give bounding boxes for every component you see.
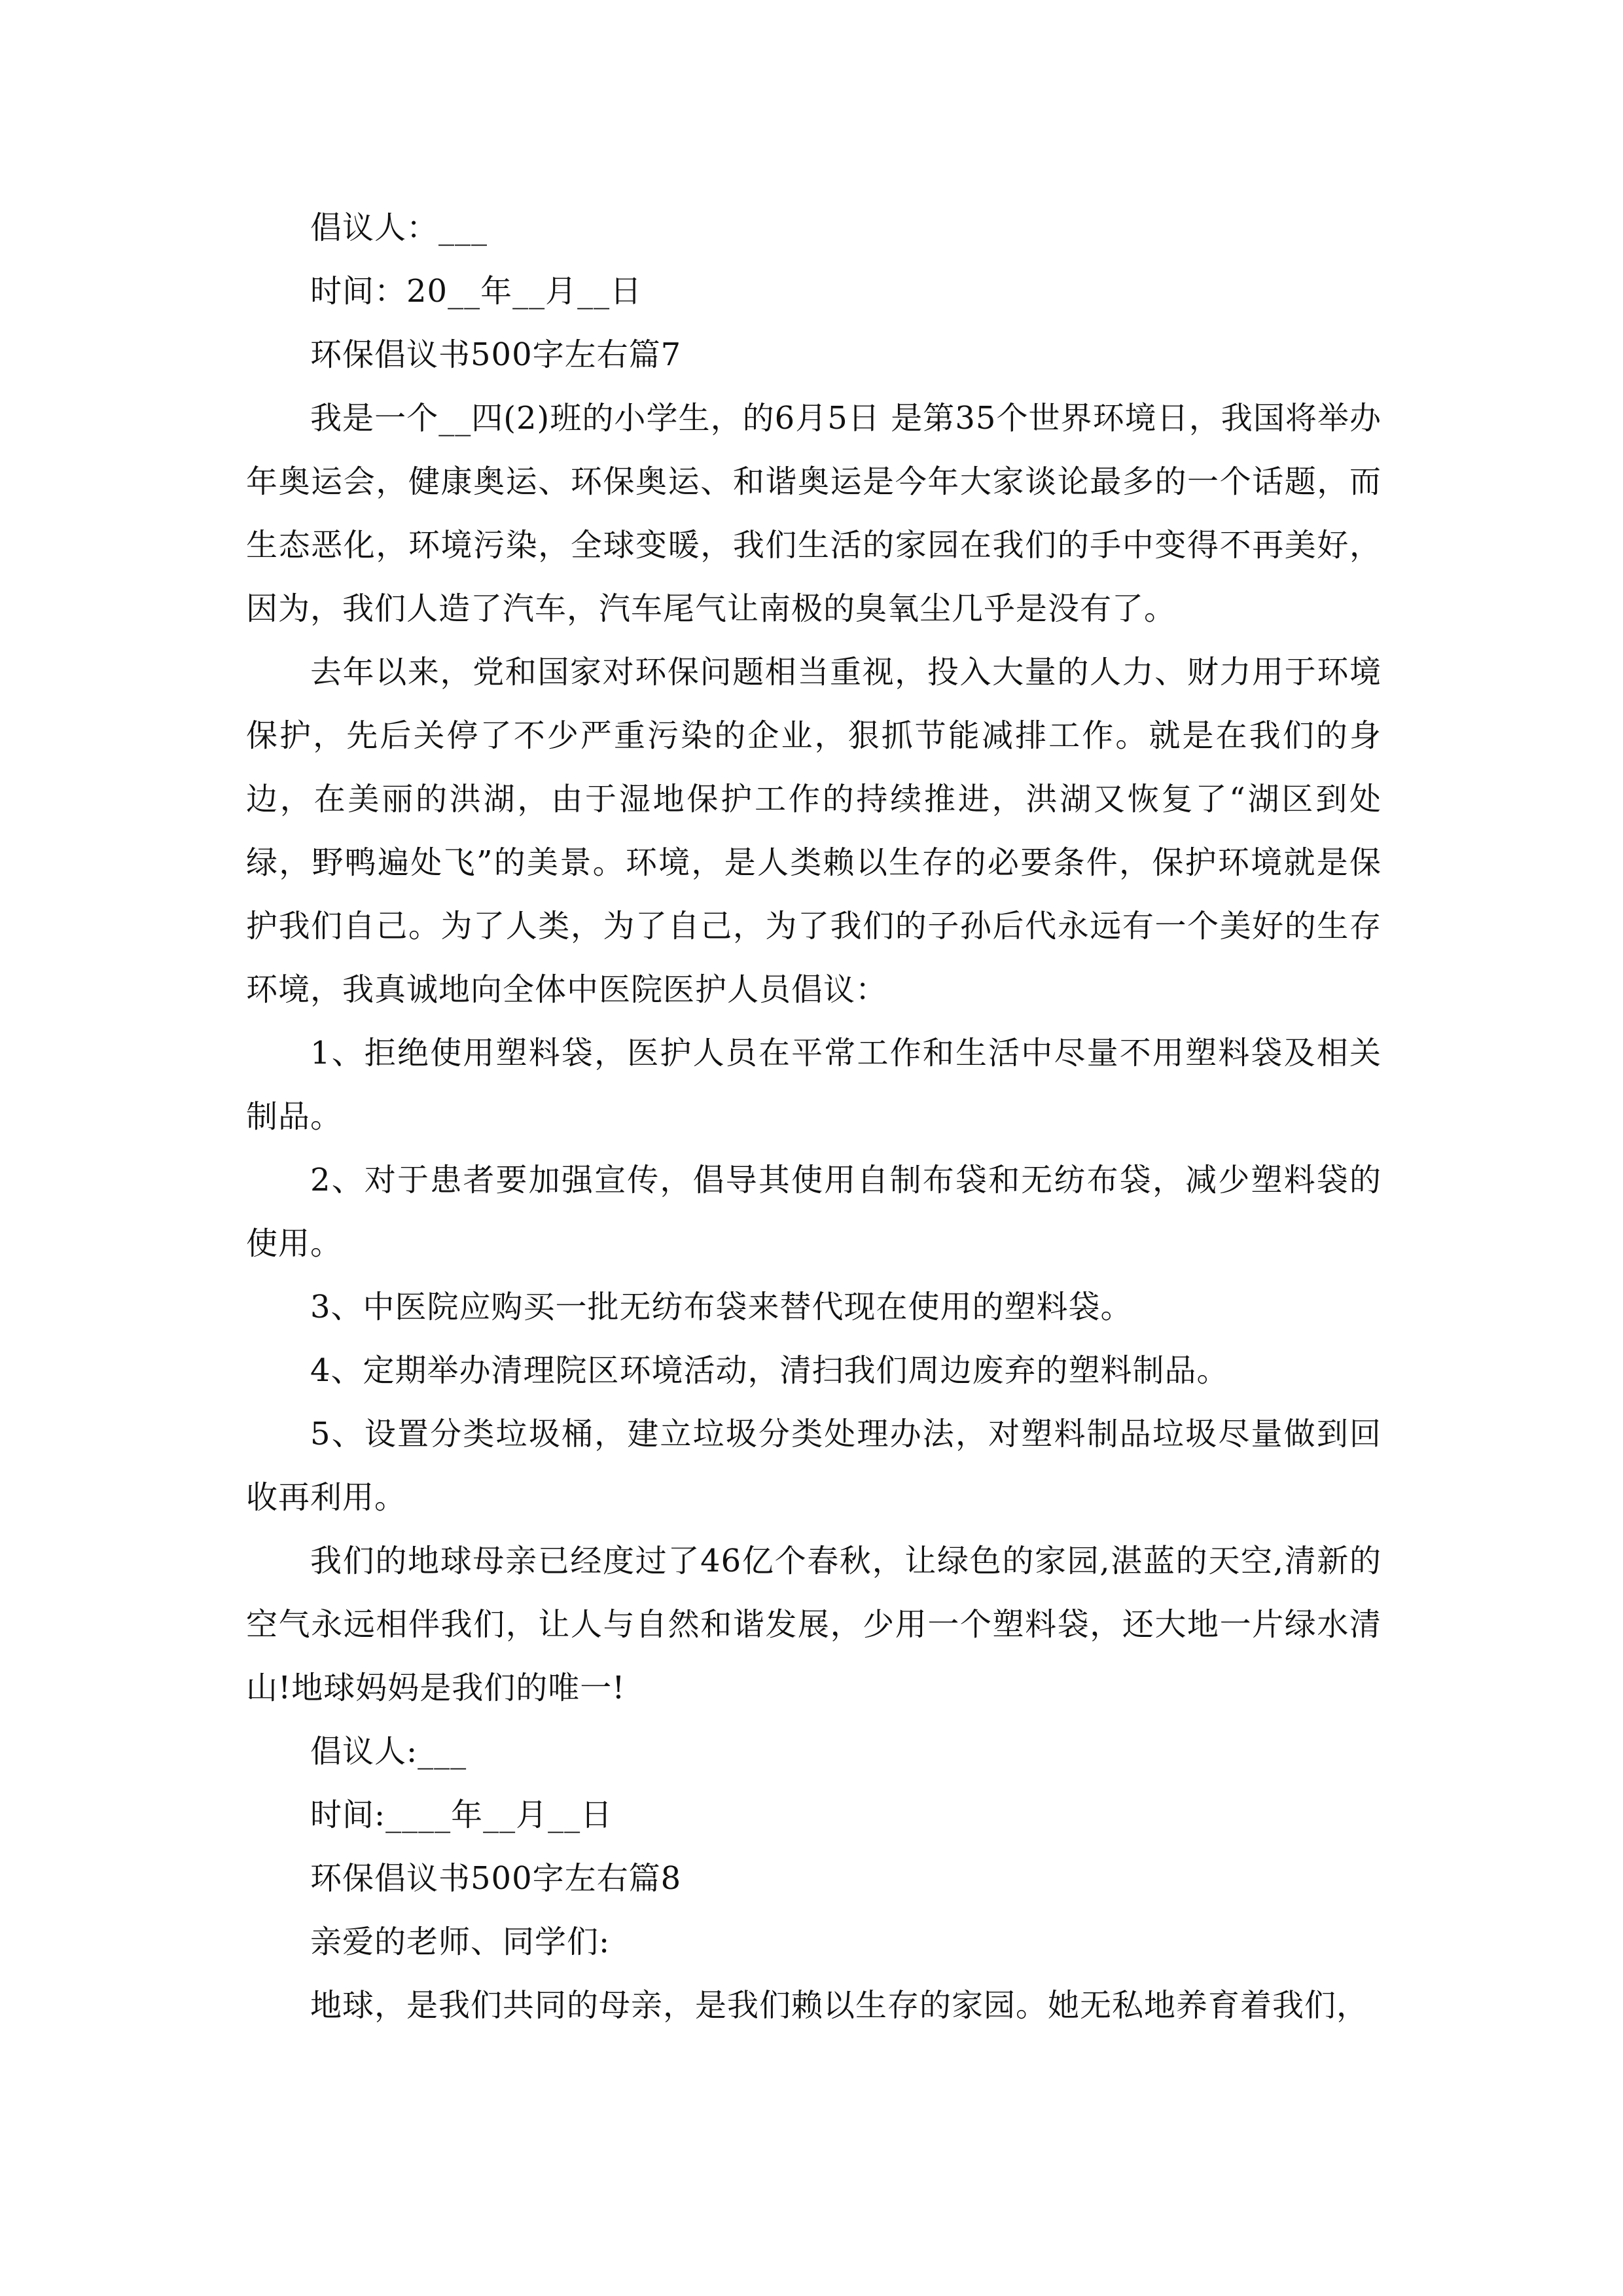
date-line: 时间:____年__月__日	[310, 1797, 613, 1833]
body-paragraph: 我们的地球母亲已经度过了46亿个春秋，让绿色的家园,湛蓝的天空,清新的空气永远相伴我们，让人与自然和谐发展，少用一个塑料袋，还大地一片绿水清山!地球妈妈是我们的唯一!	[246, 1543, 1382, 1706]
body-paragraph: 我是一个__四(2)班的小学生，的6月5日 是第35个世界环境日，我国将举办年奥运会，健康奥运、环保奥运、和谐奥运是今年大家谈论最多的一个话题，而生态恶化，环境污染，全球变暖，我们生活的家园在我们的手中变得不再美好，因为，我们人造了汽车，汽车尾气让南极的臭氧尘几乎是没有了。	[246, 400, 1382, 627]
list-item: 4、定期举办清理院区环境活动，清扫我们周边废弃的塑料制品。	[310, 1352, 1229, 1389]
body-paragraph: 去年以来，党和国家对环保问题相当重视，投入大量的人力、财力用于环境保护，先后关停了不少严重污染的企业，狠抓节能减排工作。就是在我们的身边，在美丽的洪湖，由于湿地保护工作的持续推进，洪湖又恢复了“湖区到处绿，野鸭遍处飞”的美景。环境，是人类赖以生存的必要条件，保护环境就是保护我们自己。为了人类，为了自己，为了我们的子孙后代永远有一个美好的生存环境，我真诚地向全体中医院医护人员倡议：	[246, 654, 1382, 1008]
document-body	[246, 196, 1382, 2037]
section-heading-7: 环保倡议书500字左右篇7	[310, 336, 682, 373]
signature-line: 倡议人：___	[310, 209, 488, 246]
signature-line: 倡议人:___	[310, 1733, 467, 1770]
list-item: 2、对于患者要加强宣传，倡导其使用自制布袋和无纺布袋，减少塑料袋的使用。	[246, 1162, 1382, 1262]
list-item: 3、中医院应购买一批无纺布袋来替代现在使用的塑料袋。	[310, 1289, 1133, 1325]
salutation: 亲爱的老师、同学们:	[310, 1924, 611, 1960]
list-item: 1、拒绝使用塑料袋，医护人员在平常工作和生活中尽量不用塑料袋及相关制品。	[246, 1035, 1382, 1135]
body-paragraph: 地球，是我们共同的母亲，是我们赖以生存的家园。她无私地养育着我们，	[310, 1987, 1369, 2024]
list-item: 5、设置分类垃圾桶，建立垃圾分类处理办法，对塑料制品垃圾尽量做到回收再利用。	[246, 1416, 1382, 1516]
section-heading-8: 环保倡议书500字左右篇8	[310, 1860, 682, 1897]
date-line: 时间：20__年__月__日	[310, 273, 643, 310]
